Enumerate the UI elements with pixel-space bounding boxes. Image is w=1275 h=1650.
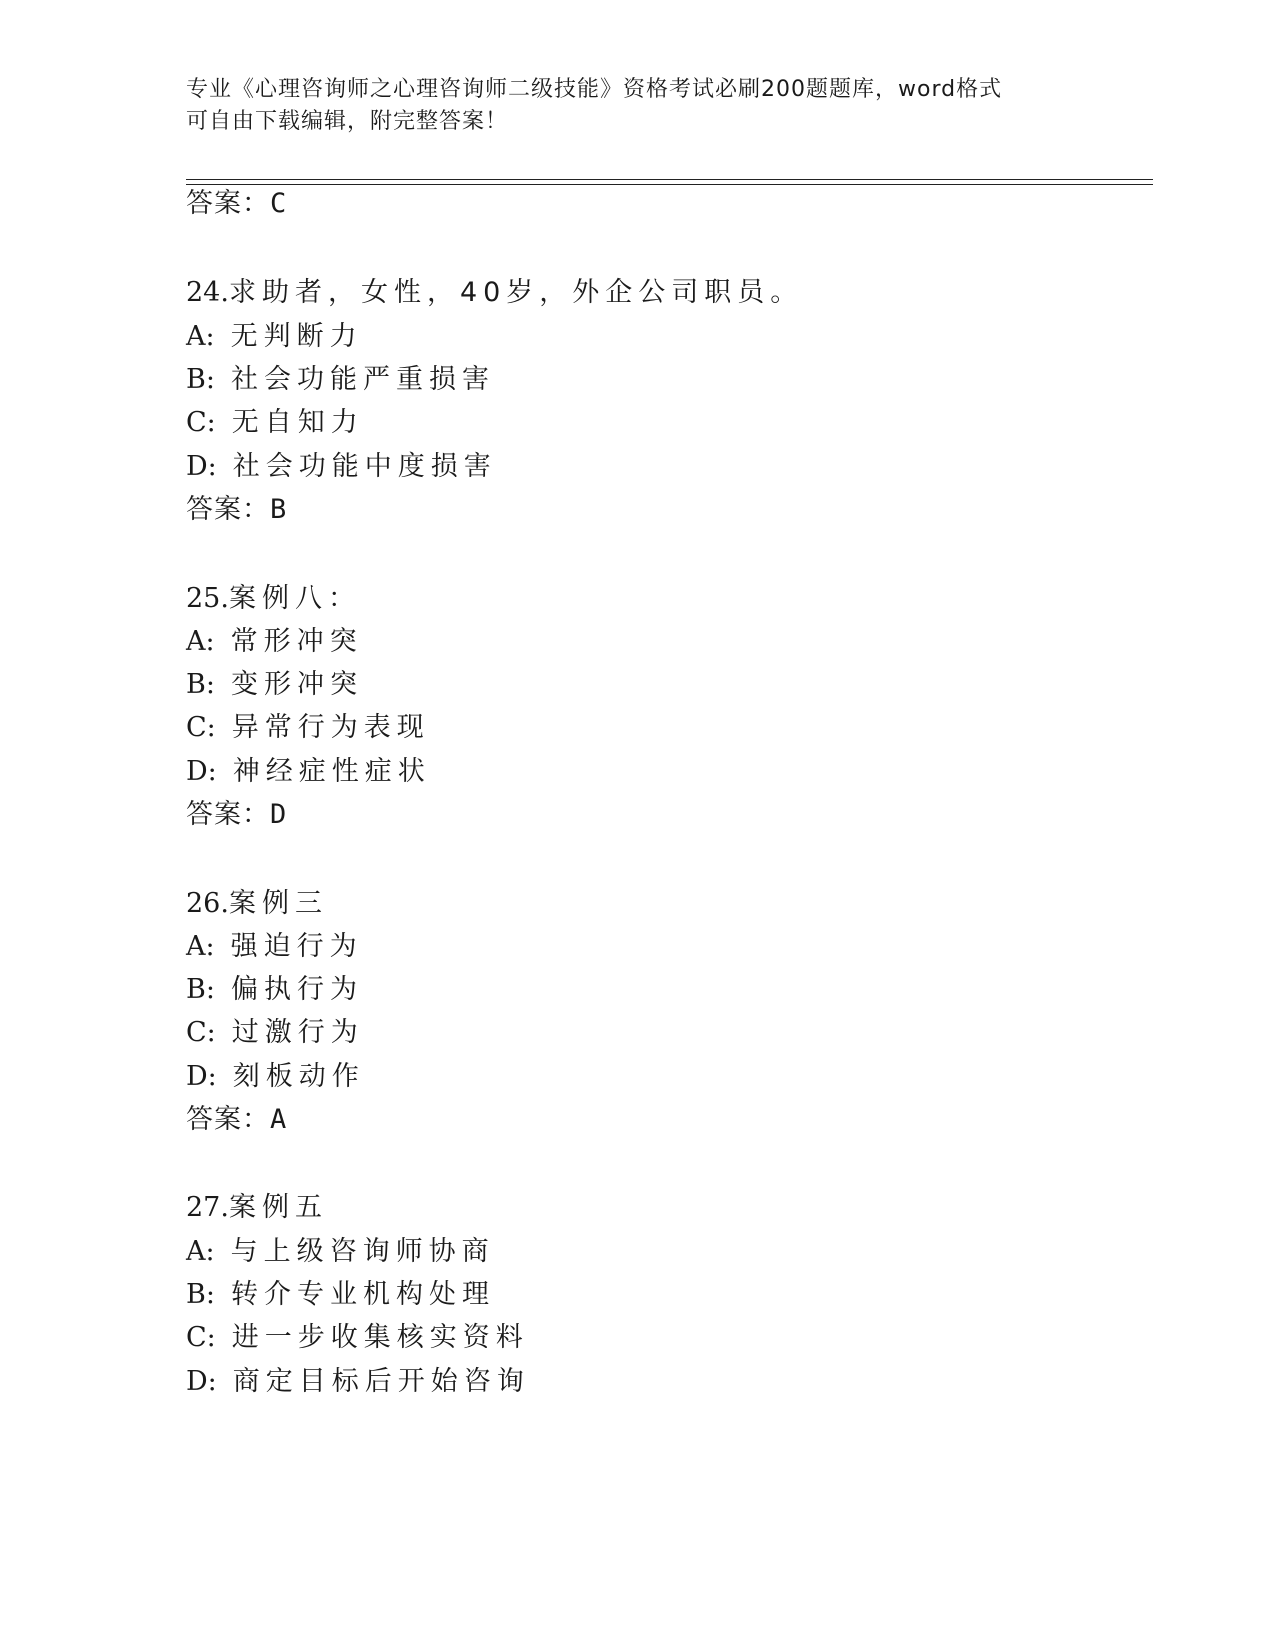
option-key: B: bbox=[186, 974, 215, 1005]
option-d bbox=[186, 755, 431, 789]
answer-label: 答案： bbox=[186, 188, 270, 219]
option-text: 社会功能中度损害 bbox=[232, 451, 497, 482]
option-text: 无判断力 bbox=[230, 321, 363, 352]
answer-value: B bbox=[270, 494, 287, 525]
question-number: 26. bbox=[186, 888, 229, 919]
option-d bbox=[186, 1365, 530, 1399]
option-text: 变形冲突 bbox=[230, 669, 363, 700]
option-b bbox=[186, 1278, 495, 1312]
previous-answer bbox=[186, 187, 286, 221]
option-a bbox=[186, 625, 363, 659]
option-c bbox=[186, 1016, 364, 1050]
question-number: 25. bbox=[186, 583, 229, 614]
option-key: B: bbox=[186, 364, 215, 395]
question-text: 案例五 bbox=[228, 1192, 328, 1223]
option-c bbox=[186, 406, 364, 440]
question-answer bbox=[186, 1103, 286, 1137]
option-key: D: bbox=[186, 1366, 217, 1397]
header-rule-top bbox=[186, 179, 1153, 180]
option-c bbox=[186, 1321, 529, 1355]
question-text: 求助者，女性，40岁，外企公司职员。 bbox=[228, 277, 804, 308]
question-stem bbox=[186, 1191, 328, 1225]
answer-value: C bbox=[270, 188, 287, 219]
document-header bbox=[186, 74, 1086, 138]
option-key: C: bbox=[186, 407, 216, 438]
option-text: 异常行为表现 bbox=[231, 712, 430, 743]
question-number: 27. bbox=[186, 1192, 229, 1223]
option-key: A: bbox=[186, 931, 215, 962]
question-answer bbox=[186, 798, 286, 832]
option-key: D: bbox=[186, 1061, 217, 1092]
option-text: 刻板动作 bbox=[232, 1061, 365, 1092]
option-d bbox=[186, 450, 497, 484]
option-a bbox=[186, 1235, 495, 1269]
option-text: 社会功能严重损害 bbox=[230, 364, 495, 395]
answer-value: D bbox=[270, 799, 287, 830]
option-key: A: bbox=[186, 1236, 215, 1267]
option-a bbox=[186, 320, 363, 354]
option-text: 常形冲突 bbox=[230, 626, 363, 657]
option-text: 无自知力 bbox=[231, 407, 364, 438]
option-key: D: bbox=[186, 756, 217, 787]
option-b bbox=[186, 973, 363, 1007]
header-rule-bottom bbox=[186, 184, 1153, 185]
answer-label: 答案： bbox=[186, 494, 270, 525]
option-c bbox=[186, 711, 430, 745]
option-d bbox=[186, 1060, 365, 1094]
option-a bbox=[186, 930, 363, 964]
option-key: B: bbox=[186, 1279, 215, 1310]
option-text: 偏执行为 bbox=[230, 974, 363, 1005]
option-text: 商定目标后开始咨询 bbox=[232, 1366, 530, 1397]
option-b bbox=[186, 363, 495, 397]
option-text: 与上级咨询师协商 bbox=[230, 1236, 495, 1267]
answer-value: A bbox=[270, 1104, 287, 1135]
header-title-line-1: 专业《心理咨询师之心理咨询师二级技能》资格考试必刷200题题库，word格式 bbox=[186, 77, 1003, 102]
option-text: 过激行为 bbox=[231, 1017, 364, 1048]
header-title-line-2: 可自由下载编辑，附完整答案！ bbox=[186, 109, 509, 134]
option-key: B: bbox=[186, 669, 215, 700]
answer-label: 答案： bbox=[186, 799, 270, 830]
option-key: C: bbox=[186, 1017, 216, 1048]
question-answer bbox=[186, 493, 286, 527]
option-text: 转介专业机构处理 bbox=[230, 1279, 495, 1310]
option-key: D: bbox=[186, 451, 217, 482]
question-stem bbox=[186, 887, 328, 921]
question-text: 案例三 bbox=[228, 888, 328, 919]
answer-label: 答案： bbox=[186, 1104, 270, 1135]
option-text: 强迫行为 bbox=[230, 931, 363, 962]
question-text: 案例八： bbox=[228, 583, 361, 614]
option-key: C: bbox=[186, 712, 216, 743]
option-key: A: bbox=[186, 626, 215, 657]
question-number: 24. bbox=[186, 277, 229, 308]
option-key: C: bbox=[186, 1322, 216, 1353]
option-text: 进一步收集核实资料 bbox=[231, 1322, 529, 1353]
option-key: A: bbox=[186, 321, 215, 352]
question-stem bbox=[186, 582, 361, 616]
option-b bbox=[186, 668, 363, 702]
option-text: 神经症性症状 bbox=[232, 756, 431, 787]
question-stem bbox=[186, 276, 803, 310]
